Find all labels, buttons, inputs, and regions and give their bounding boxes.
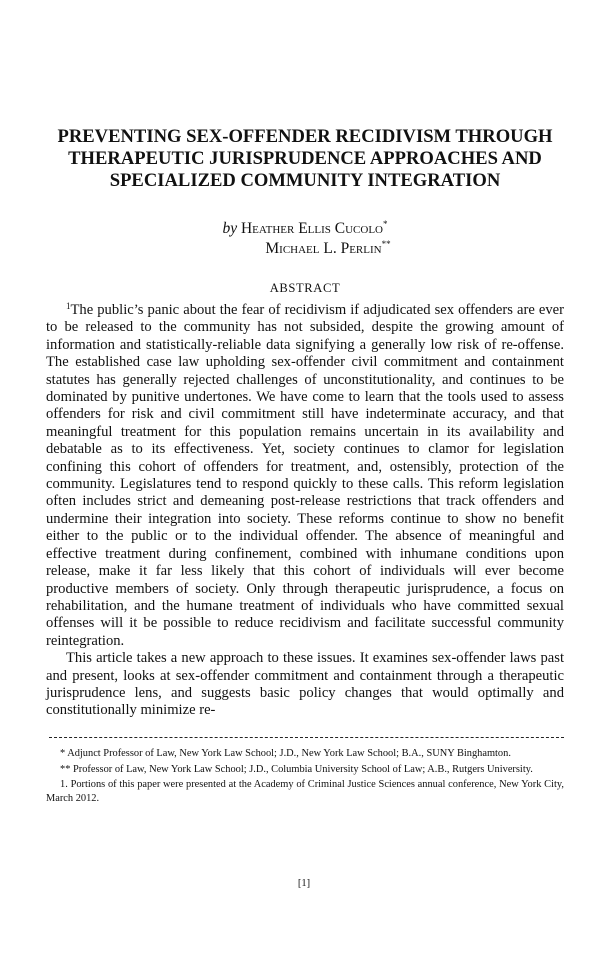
footnote: * Adjunct Professor of Law, New York Law School; J.D., New York Law School; B.A., SUNY Binghamton. [60,747,511,759]
byline-prefix: by [222,220,238,237]
footnote-reference: 1 [66,301,71,311]
article-title [46,126,564,192]
footnote: ** Professor of Law, New York Law School; J.D., Columbia University School of Law; A.B., Rutgers University. [60,763,533,775]
footnote: 1. Portions of this paper were presented at the Academy of Criminal Justice Sciences annual conference, New York City, March 2012. [46,779,564,805]
author-name: Heather Ellis Cucolo [240,220,384,237]
author-block [46,219,564,259]
title-line: SPECIALIZED COMMUNITY INTEGRATION [109,170,501,191]
abstract-paragraph [46,302,564,650]
author-footnote-mark: ** [381,239,391,249]
footnote-divider [49,737,564,738]
abstract-body [46,302,564,720]
author-footnote-mark: * [383,219,388,229]
article-page [46,126,564,808]
page-number: [1] [297,878,311,889]
author-line-1 [46,219,564,239]
title-line: THERAPEUTIC JURISPRUDENCE APPROACHES AND [68,148,542,169]
author-name: Michael L. Perlin [265,240,382,257]
footnotes [46,747,564,806]
title-line: PREVENTING SEX-OFFENDER RECIDIVISM THROUGH [57,126,553,147]
author-line-2 [46,239,564,259]
paragraph-text: The public’s panic about the fear of recidivism if adjudicated sex offenders are ever to be released to the community has not subsided, despite the growing amount of information and statistically-reliable data signifying a generally low risk of re-offense. The established case law upholding sex-offender civil commitment and containment statutes has generally rejected challenges of unconstitutionality, and continues to be dominated by punitive undertones. We have come to learn that the tools used to assess offenders for risk and civil commitment still have indeterminate accuracy, and that meaningful treatment for this population remains uncertain in its availability and debatable as to its effectiveness. Yet, society continues to clamor for legislation confining this cohort of offenders for treatment, and, ostensibly, protection of the community. Legislatures tend to respond quickly to these calls. This reform legislation often includes strict and demeaning post-release restrictions that track offenders and undermine their integration into society. These reforms continue to show no benefit either to the public or to the individual offender. The absence of meaningful and effective treatment during confinement, combined with inhumane conditions upon release, make it far less likely that this cohort of individuals will ever become productive members of society. Only through therapeutic jurisprudence, a focus on rehabilitation, and the humane treatment of individuals who have committed sexual offenses will it be possible to reduce recidivism and facilitate successful community reintegration. [46,302,564,649]
abstract-paragraph: This article takes a new approach to these issues. It examines sex-offender laws past and present, looks at sex-offender commitment and containment through a therapeutic jurisprudence lens, and suggests basic policy changes that would optimally and constitutionally minimize re- [46,650,564,719]
abstract-heading: ABSTRACT [269,281,341,295]
